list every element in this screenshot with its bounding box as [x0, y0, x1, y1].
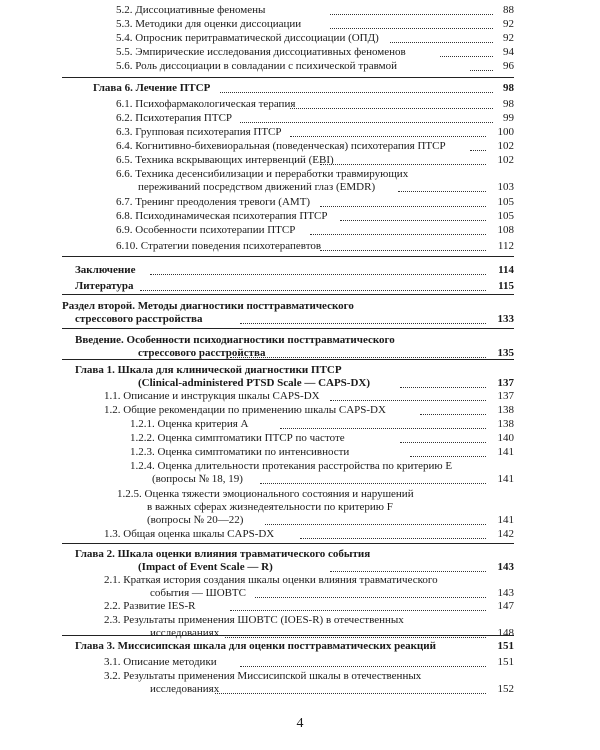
toc-entry-title: стрессового расстройства	[75, 313, 203, 325]
toc-entry[interactable]	[0, 264, 600, 277]
toc-entry-title: (Clinical-administered PTSD Scale — CAPS-DX)	[138, 377, 371, 389]
toc-entry[interactable]	[0, 126, 600, 139]
toc-page-number: 141	[497, 473, 514, 485]
section-divider	[62, 294, 514, 295]
toc-entry-title: 5.5. Эмпирические исследования диссоциативных феноменов	[116, 46, 406, 58]
toc-page-number: 140	[497, 432, 514, 444]
toc-page-number: 99	[503, 112, 514, 124]
dot-leader	[150, 274, 486, 275]
toc-entry[interactable]	[0, 656, 600, 669]
toc-entry[interactable]	[0, 548, 600, 574]
dot-leader	[230, 357, 486, 358]
toc-entry-title: 6.8. Психодинамическая психотерапия ПТСР	[116, 210, 328, 222]
toc-entry[interactable]	[0, 224, 600, 237]
toc-entry-title: исследованиях	[150, 683, 220, 695]
section-divider	[62, 359, 514, 360]
dot-leader	[420, 414, 486, 415]
toc-entry-title: 5.3. Методики для оценки диссоциации	[116, 18, 302, 30]
toc-entry-title: 3.2. Результаты применения Миссисипской шкалы в отечественных	[104, 670, 422, 682]
toc-entry[interactable]	[0, 60, 600, 73]
section-divider	[62, 543, 514, 544]
toc-entry[interactable]	[0, 280, 600, 293]
toc-entry-title: 5.4. Опросник перитравматической диссоциации (ОПД)	[116, 32, 379, 44]
toc-entry[interactable]	[0, 154, 600, 167]
toc-entry[interactable]	[0, 300, 600, 326]
toc-entry[interactable]	[0, 488, 600, 527]
dot-leader	[220, 92, 493, 93]
dot-leader	[140, 290, 486, 291]
toc-entry-title: 1.2.1. Оценка критерия А	[130, 418, 249, 430]
toc-page-number: 92	[503, 32, 514, 44]
toc-page-number: 96	[503, 60, 514, 72]
toc-page-number: 108	[497, 224, 514, 236]
dot-leader	[260, 483, 486, 484]
dot-leader	[255, 597, 486, 598]
toc-entry-title: 6.6. Техника десенсибилизации и переработки травмирующих	[116, 168, 409, 180]
dot-leader	[290, 136, 486, 137]
dot-leader	[320, 250, 486, 251]
toc-entry[interactable]	[0, 432, 600, 445]
toc-page-number: 92	[503, 18, 514, 30]
toc-entry[interactable]	[0, 18, 600, 31]
dot-leader	[470, 150, 486, 151]
toc-page-number: 94	[503, 46, 514, 58]
dot-leader	[240, 323, 486, 324]
toc-page-number: 142	[497, 528, 514, 540]
toc-page-number: 143	[497, 561, 514, 573]
toc-page-number: 98	[503, 82, 514, 94]
toc-entry[interactable]	[0, 528, 600, 541]
toc-entry[interactable]	[0, 446, 600, 459]
toc-entry[interactable]	[0, 112, 600, 125]
toc-entry-title: Глава 3. Миссисипская шкала для оценки посттравматических реакций	[75, 640, 436, 652]
toc-page-number: 138	[497, 404, 514, 416]
toc-entry[interactable]	[0, 168, 600, 194]
dot-leader	[265, 524, 486, 525]
toc-page-number: 105	[497, 210, 514, 222]
toc-page-number: 102	[497, 140, 514, 152]
toc-entry[interactable]	[0, 404, 600, 417]
toc-entry[interactable]	[0, 46, 600, 59]
toc-entry[interactable]	[0, 614, 600, 640]
toc-entry[interactable]	[0, 240, 600, 253]
toc-page-number: 100	[497, 126, 514, 138]
toc-page-number: 152	[497, 683, 514, 695]
toc-entry-title: (вопросы № 20—22)	[147, 514, 244, 526]
toc-entry-title: 6.3. Групповая психотерапия ПТСР	[116, 126, 282, 138]
toc-page-number: 133	[497, 313, 514, 325]
toc-entry-title: Глава 1. Шкала для клинической диагностики ПТСР	[75, 364, 342, 376]
toc-page-number: 137	[497, 390, 514, 402]
dot-leader	[340, 220, 486, 221]
toc-entry-title: 1.2.3. Оценка симптоматики по интенсивности	[130, 446, 350, 458]
toc-entry-title: переживаний посредством движений глаз (EMDR)	[138, 181, 376, 193]
section-divider	[62, 635, 514, 636]
dot-leader	[398, 191, 486, 192]
section-divider	[62, 256, 514, 257]
toc-entry-title: в важных сферах жизнедеятельности по критерию F	[147, 501, 393, 513]
toc-page-number: 151	[497, 656, 514, 668]
toc-entry-title: (Impact of Event Scale — R)	[138, 561, 273, 573]
toc-entry-title: 6.10. Стратегии поведения психотерапевтов	[116, 240, 322, 252]
dot-leader	[320, 206, 486, 207]
dot-leader	[300, 538, 486, 539]
dot-leader	[470, 70, 493, 71]
dot-leader	[240, 122, 493, 123]
dot-leader	[225, 637, 486, 638]
toc-entry[interactable]	[0, 196, 600, 209]
toc-page-number: 102	[497, 154, 514, 166]
dot-leader	[410, 456, 486, 457]
toc-entry[interactable]	[0, 4, 600, 17]
toc-page-number: 103	[497, 181, 514, 193]
toc-entry-title: 6.2. Психотерапия ПТСР	[116, 112, 233, 124]
toc-page-number: 148	[497, 627, 514, 639]
dot-leader	[215, 693, 486, 694]
toc-page-number: 112	[497, 240, 514, 252]
toc-entry-title: 6.1. Психофармакологическая терапия	[116, 98, 296, 110]
toc-entry[interactable]	[0, 640, 600, 653]
toc-entry[interactable]	[0, 670, 600, 696]
toc-entry-title: 3.1. Описание методики	[104, 656, 217, 668]
dot-leader	[240, 666, 486, 667]
toc-page-number: 141	[497, 514, 514, 526]
toc-entry[interactable]	[0, 600, 600, 613]
toc-entry-title: 1.1. Описание и инструкция шкалы CAPS-DX	[104, 390, 320, 402]
toc-page-number: 147	[497, 600, 514, 612]
toc-page-number: 137	[497, 377, 514, 389]
toc-entry-title: 6.4. Когнитивно-бихевиоральная (поведенческая) психотерапия ПТСР	[116, 140, 446, 152]
toc-entry-title: Раздел второй. Методы диагностики посттравматического	[62, 300, 354, 312]
toc-page-number: 115	[498, 280, 514, 292]
toc-entry-title: 6.5. Техника вскрывающих интервенций (EBI)	[116, 154, 334, 166]
toc-entry-title: Глава 2. Шкала оценки влияния травматического события	[75, 548, 371, 560]
toc-entry-title: 5.2. Диссоциативные феномены	[116, 4, 266, 16]
toc-entry-title: Введение. Особенности психодиагностики посттравматического	[75, 334, 395, 346]
toc-entry-title: 2.2. Развитие IES-R	[104, 600, 196, 612]
dot-leader	[230, 610, 486, 611]
toc-entry-title: стрессового расстройства	[138, 347, 266, 359]
toc-entry-title: (вопросы № 18, 19)	[152, 473, 243, 485]
dot-leader	[330, 400, 486, 401]
toc-entry-title: 2.3. Результаты применения ШОВТС (IOES-R) в отечественных	[104, 614, 404, 626]
toc-page-number: 135	[497, 347, 514, 359]
dot-leader	[320, 164, 486, 165]
section-divider	[62, 328, 514, 329]
toc-page-number: 98	[503, 98, 514, 110]
toc-entry-title: Заключение	[75, 264, 136, 276]
toc-page-number: 138	[497, 418, 514, 430]
toc-entry[interactable]	[0, 460, 600, 486]
toc-entry[interactable]	[0, 82, 600, 95]
toc-entry-title: 5.6. Роль диссоциации в совладании с психической травмой	[116, 60, 397, 72]
toc-entry[interactable]	[0, 574, 600, 600]
toc-page-number: 141	[497, 446, 514, 458]
toc-entry-title: Литература	[75, 280, 134, 292]
page-number: 4	[296, 716, 304, 731]
toc-entry[interactable]	[0, 210, 600, 223]
dot-leader	[280, 428, 486, 429]
toc-entry[interactable]	[0, 390, 600, 403]
dot-leader	[390, 42, 493, 43]
toc-entry[interactable]	[0, 32, 600, 45]
toc-entry-title: события — ШОВТС	[150, 587, 246, 599]
toc-page-number: 114	[498, 264, 514, 276]
toc-entry[interactable]	[0, 418, 600, 431]
toc-entry[interactable]	[0, 140, 600, 153]
dot-leader	[400, 387, 486, 388]
toc-page-number: 151	[497, 640, 514, 652]
toc-entry[interactable]	[0, 364, 600, 390]
toc-entry-title: 1.2.2. Оценка симптоматики ПТСР по частоте	[130, 432, 345, 444]
toc-entry[interactable]	[0, 334, 600, 360]
toc-page-number: 88	[503, 4, 514, 16]
toc-entry-title: исследованиях	[150, 627, 220, 639]
dot-leader	[310, 234, 486, 235]
toc-entry-title: 1.2.4. Оценка длительности протекания расстройства по критерию Е	[130, 460, 453, 472]
toc-entry-title: 1.3. Общая оценка шкалы CAPS-DX	[104, 528, 275, 540]
section-divider	[62, 77, 514, 78]
dot-leader	[330, 14, 493, 15]
toc-entry-title: 1.2. Общие рекомендации по применению шкалы CAPS-DX	[104, 404, 386, 416]
toc-entry-title: 6.9. Особенности психотерапии ПТСР	[116, 224, 296, 236]
toc-page-number: 143	[497, 587, 514, 599]
toc-entry-title: 1.2.5. Оценка тяжести эмоционального состояния и нарушений	[117, 488, 414, 500]
toc-page-number: 105	[497, 196, 514, 208]
toc-entry-title: 2.1. Краткая история создания шкалы оценки влияния травматического	[104, 574, 438, 586]
dot-leader	[330, 28, 493, 29]
dot-leader	[440, 56, 493, 57]
dot-leader	[330, 571, 486, 572]
toc-entry[interactable]	[0, 98, 600, 111]
dot-leader	[290, 108, 493, 109]
toc-entry-title: Глава 6. Лечение ПТСР	[93, 82, 211, 94]
dot-leader	[400, 442, 486, 443]
toc-entry-title: 6.7. Тренинг преодоления тревоги (АМТ)	[116, 196, 311, 208]
